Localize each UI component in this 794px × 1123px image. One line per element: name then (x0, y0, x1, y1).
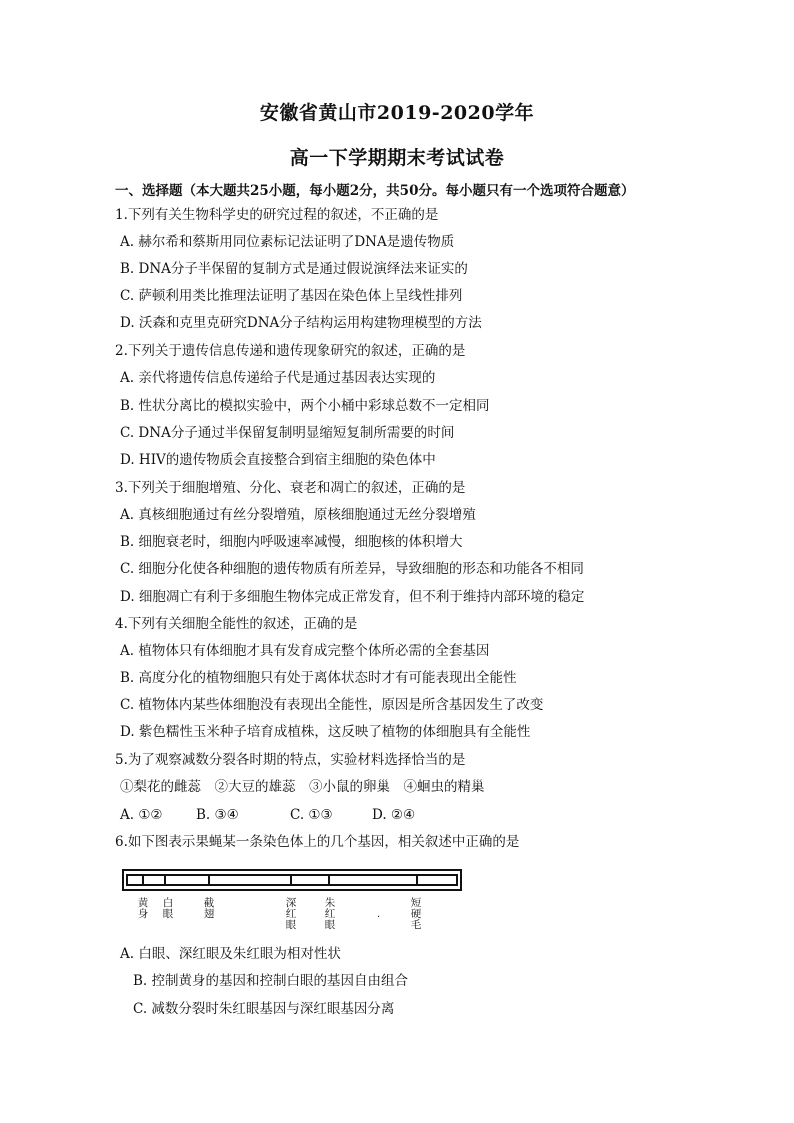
q1-option-a: A. 赫尔希和蔡斯用同位素标记法证明了DNA是遗传物质 (120, 234, 455, 250)
gene-label-short-bristle: 短硬毛 (410, 897, 422, 931)
q5-stem: 5.为了观察减数分裂各时期的特点，实验材料选择恰当的是 (115, 752, 466, 768)
q5-option-a: A. ①② (120, 807, 163, 823)
q3-stem: 3.下列关于细胞增殖、分化、衰老和凋亡的叙述，正确的是 (115, 480, 466, 496)
chromosome-diagram (122, 869, 462, 891)
section-heading: 一、选择题（本大题共25小题，每小题2分，共50分。每小题只有一个选项符合题意） (115, 183, 635, 199)
q1-option-b: B. DNA分子半保留的复制方式是通过假说演绎法来证实的 (120, 261, 468, 277)
gene-boundary (142, 876, 144, 884)
q5-option-c: C. ①③ (290, 807, 333, 823)
gene-label-dark-red-eye: 深红眼 (285, 897, 297, 931)
q2-stem: 2.下列关于遗传信息传递和遗传现象研究的叙述，正确的是 (115, 343, 466, 359)
q4-option-c: C. 植物体内某些体细胞没有表现出全能性，原因是所含基因发生了改变 (120, 697, 544, 713)
exam-title-line1: 安徽省黄山市2019-2020学年 (259, 102, 535, 124)
q6-option-a: A. 白眼、深红眼及朱红眼为相对性状 (120, 946, 341, 962)
q1-option-d: D. 沃森和克里克研究DNA分子结构运用构建物理模型的方法 (120, 315, 482, 331)
q6-option-c: C. 减数分裂时朱红眼基因与深红眼基因分离 (133, 1001, 395, 1017)
gene-boundary (416, 876, 418, 884)
q1-option-c: C. 萨顿利用类比推理法证明了基因在染色体上呈线性排列 (120, 288, 463, 304)
q5-materials: ①梨花的雌蕊 ②大豆的雄蕊 ③小鼠的卵巢 ④蛔虫的精巢 (120, 779, 485, 795)
q1-stem: 1.下列有关生物科学史的研究过程的叙述，不正确的是 (115, 207, 439, 223)
gene-label-vermilion-eye: 朱红眼 (324, 897, 336, 931)
q3-option-a: A. 真核细胞通过有丝分裂增殖，原核细胞通过无丝分裂增殖 (120, 507, 476, 523)
q5-option-d: D. ②④ (372, 807, 416, 823)
q3-option-c: C. 细胞分化使各种细胞的遗传物质有所差异，导致细胞的形态和功能各不相同 (120, 561, 584, 577)
gene-label-yellow-body: 黄身 (137, 897, 149, 920)
gene-boundary (328, 876, 330, 884)
exam-title-line2: 高一下学期期末考试试卷 (289, 147, 505, 169)
q3-option-b: B. 细胞衰老时，细胞内呼吸速率减慢，细胞核的体积增大 (120, 534, 463, 550)
q2-option-b: B. 性状分离比的模拟实验中，两个小桶中彩球总数不一定相同 (120, 398, 490, 414)
gene-boundary (164, 876, 166, 884)
gene-boundary (208, 876, 210, 884)
gene-boundary (290, 876, 292, 884)
q4-option-b: B. 高度分化的植物细胞只有处于离体状态时才有可能表现出全能性 (120, 670, 517, 686)
q3-option-d: D. 细胞凋亡有利于多细胞生物体完成正常发育，但不利于维持内部环境的稳定 (120, 589, 585, 605)
q4-option-a: A. 植物体只有体细胞才具有发育成完整个体所必需的全套基因 (120, 643, 490, 659)
q2-option-c: C. DNA分子通过半保留复制明显缩短复制所需要的时间 (120, 425, 455, 441)
gene-label-cut-wing: 截翅 (203, 897, 215, 920)
q5-option-b: B. ③④ (196, 807, 239, 823)
q2-option-a: A. 亲代将遗传信息传递给子代是通过基因表达实现的 (120, 370, 436, 386)
q2-option-d: D. HIV的遗传物质会直接整合到宿主细胞的染色体中 (120, 452, 436, 468)
gene-label-white-eye: 白眼 (162, 897, 174, 920)
chromosome-body (126, 874, 458, 886)
q6-stem: 6.如下图表示果蝇某一条染色体上的几个基因，相关叙述中正确的是 (115, 834, 520, 850)
diagram-mark: · (377, 912, 381, 923)
q4-option-d: D. 紫色糯性玉米种子培育成植株，这反映了植物的体细胞具有全能性 (120, 724, 531, 740)
q4-stem: 4.下列有关细胞全能性的叙述，正确的是 (115, 616, 358, 632)
q6-option-b: B. 控制黄身的基因和控制白眼的基因自由组合 (133, 973, 409, 989)
